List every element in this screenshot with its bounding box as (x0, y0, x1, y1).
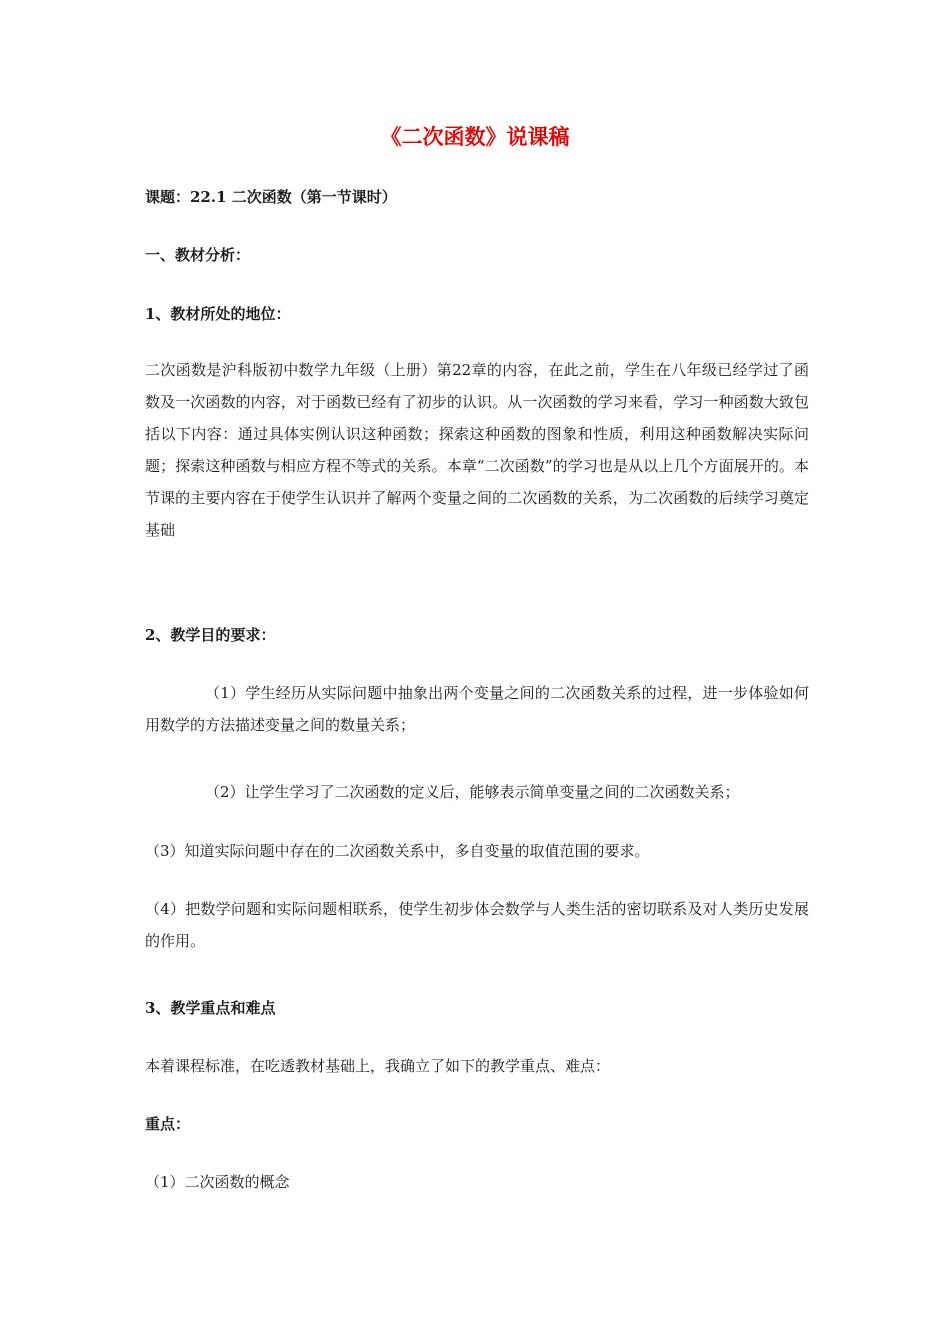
goal-item-1: （1）学生经历从实际问题中抽象出两个变量之间的二次函数关系的过程，进一步体验如何用数学的方法描述变量之间的数量关系； (145, 684, 809, 734)
key-label: 重点： (145, 1115, 191, 1133)
document-title: 《二次函数》说课稿 (380, 124, 570, 149)
goal-item-3: （3）知道实际问题中存在的二次函数关系中，多自变量的取值范围的要求。 (145, 842, 650, 860)
subheading-position: 1、教材所处的地位： (145, 305, 291, 323)
key-item-1: （1）二次函数的概念 (145, 1173, 290, 1191)
lesson-subject: 课题：22.1 二次函数（第一节课时） (145, 188, 397, 206)
paragraph-position: 二次函数是沪科版初中数学九年级（上册）第22章的内容，在此之前，学生在八年级已经学过了函数及一次函数的内容，对于函数已经有了初步的认识。从一次函数的学习来看，学习一种函数大致包括以下内容：通过具体实例认识这种函数；探索这种函数的图象和性质，利用这种函数解决实际问题；探索这种函数与相应方程不等式的关系。本章“二次函数”的学习也是从以上几个方面展开的。本节课的主要内容在于使学生认识并了解两个变量之间的二次函数的关系，为二次函数的后续学习奠定基础 (145, 361, 809, 539)
paragraph-key-points: 本着课程标准，在吃透教材基础上，我确立了如下的教学重点、难点： (145, 1057, 611, 1075)
goal-item-4: （4）把数学问题和实际问题相联系，使学生初步体会数学与人类生活的密切联系及对人类历史发展的作用。 (145, 900, 809, 950)
section-heading-materials: 一、教材分析： (145, 246, 251, 264)
goal-item-2: （2）让学生学习了二次函数的定义后，能够表示简单变量之间的二次函数关系； (205, 783, 740, 801)
subheading-key-points: 3、教学重点和难点 (145, 999, 276, 1017)
subheading-goals: 2、教学目的要求： (145, 626, 276, 644)
